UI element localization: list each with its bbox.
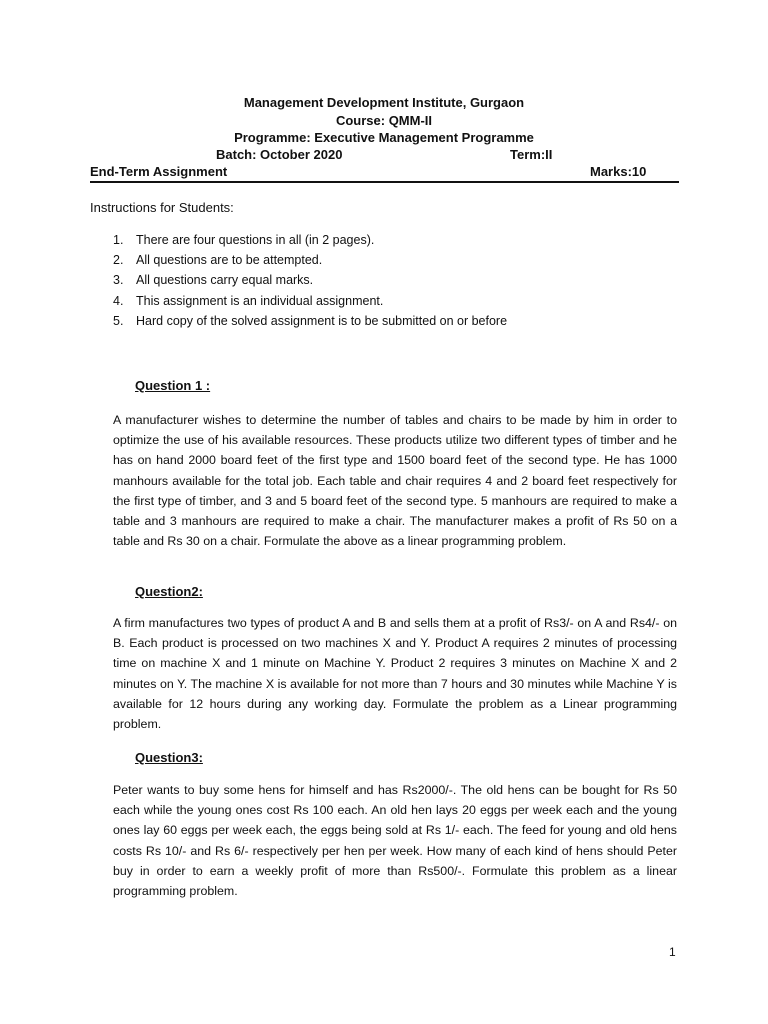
course-title: Course: QMM-II [335, 113, 433, 128]
page-number: 1 [669, 945, 676, 959]
instruction-number: 2. [113, 253, 124, 268]
question-2-title: Question2: [135, 584, 203, 599]
institute-name: Management Development Institute, Gurgaon [243, 95, 525, 110]
instruction-number: 5. [113, 313, 124, 328]
instruction-text: All questions are to be attempted. [136, 253, 323, 268]
instruction-text: Hard copy of the solved assignment is to be submitted on or before [136, 313, 508, 328]
header-divider [90, 181, 679, 183]
marks-label: Marks:10 [590, 164, 647, 179]
question-3-title: Question3: [135, 750, 203, 765]
assignment-type: End-Term Assignment [90, 164, 228, 179]
instruction-number: 4. [113, 293, 124, 308]
question-1-title: Question 1 : [135, 378, 211, 393]
instruction-text: All questions carry equal marks. [136, 273, 314, 288]
question-2-body: A firm manufactures two types of product A and B and sells them at a profit of Rs3/- on A and Rs4/- on B. Each product is processed on two machines X and Y. Product A requires 2 minutes of processing time on machine X and 1 minute on Machine Y. Product 2 requires 3 minutes on Machine X and 2 minutes on Y. The machine X is available for not more than 7 hours and 30 minutes while Machine Y is available for 12 hours during any working day. Formulate the problem as a Linear programming problem. [113, 616, 677, 732]
instructions-heading: Instructions for Students: [90, 200, 234, 215]
question-3-body: Peter wants to buy some hens for himself and has Rs2000/-. The old hens can be bought for Rs 50 each while the young ones cost Rs 100 each. An old hen lays 20 eggs per week each and the young ones lay 60 eggs per week each, the eggs being sold at Rs 1/- each. The feed for young and old hens costs Rs 10/- and Rs 6/- respectively per hen per week. How many of each kind of hens should Peter buy in order to earn a weekly profit of more than Rs500/-. Formulate this problem as a linear programming problem. [113, 783, 677, 899]
instruction-number: 1. [113, 233, 124, 247]
instruction-number: 3. [113, 273, 124, 288]
instruction-text: There are four questions in all (in 2 pages). [136, 233, 375, 247]
batch-label: Batch: October 2020 [216, 147, 343, 162]
instruction-text: This assignment is an individual assignment. [136, 293, 384, 308]
programme-title: Programme: Executive Management Programme [234, 130, 534, 145]
term-label: Term:II [510, 147, 553, 162]
question-1-body: A manufacturer wishes to determine the number of tables and chairs to be made by him in order to optimize the use of his available resources. These products utilize two different types of timber and he has on hand 2000 board feet of the first type and 1500 board feet of the second type. He has 1000 manhours available for the total job. Each table and chair requires 4 and 2 board feet respectively for the first type of timber, and 3 and 5 board feet of the second type. 5 manhours are required to make a table and 3 manhours are required to make a chair. The manufacturer makes a profit of Rs 50 on a table and Rs 30 on a chair. Formulate the above as a linear programming problem. [113, 413, 677, 549]
